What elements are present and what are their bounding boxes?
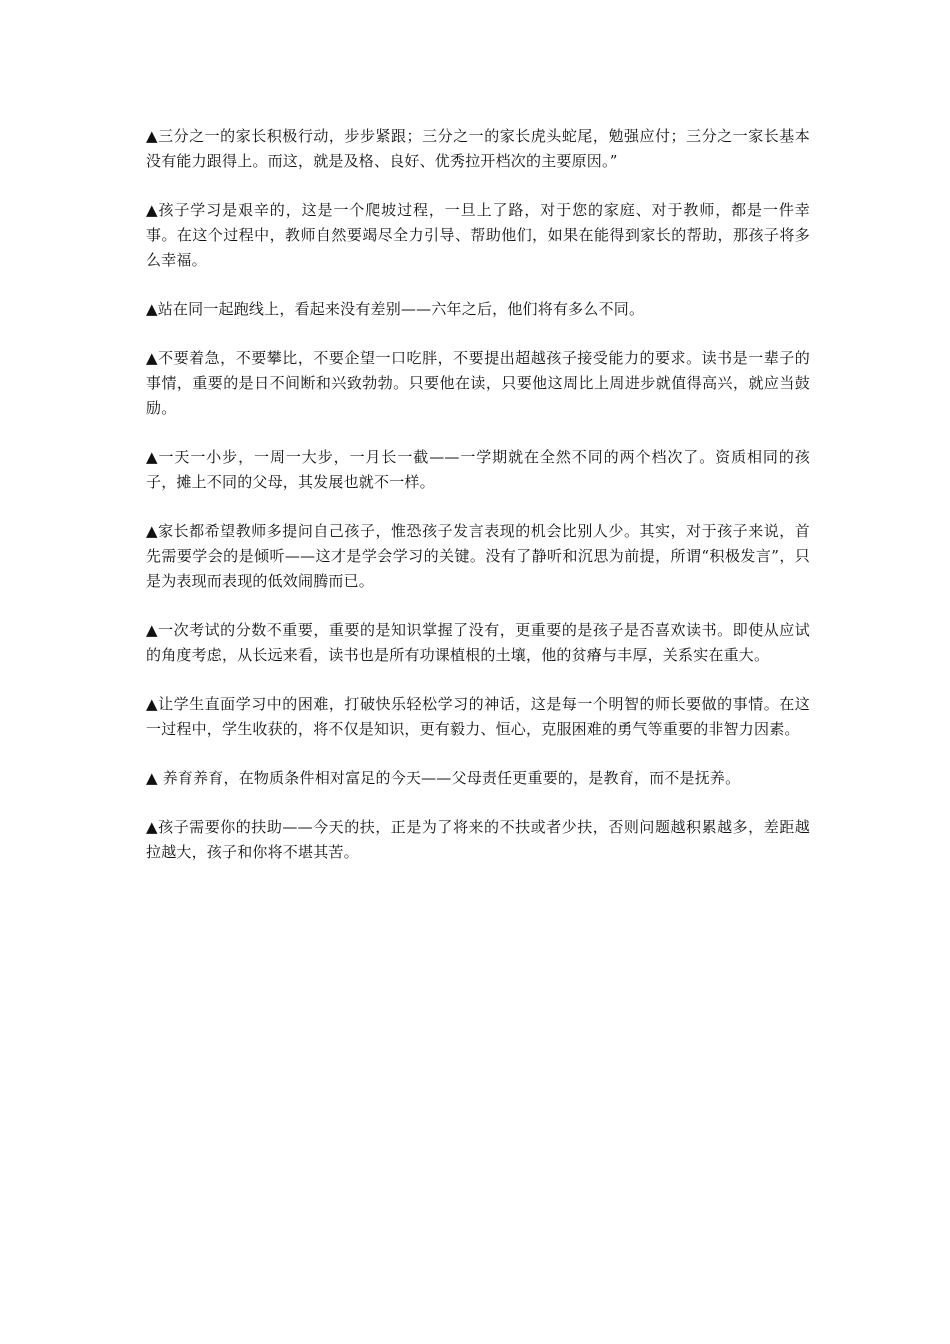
paragraph-7: ▲一次考试的分数不重要，重要的是知识掌握了没有，更重要的是孩子是否喜欢读书。即使从应试的角度考虑，从长远来看，读书也是所有功课植根的土壤，他的贫瘠与丰厚，关系实在重大。 [146,621,810,664]
paragraph-5: ▲一天一小步，一周一大步，一月长一截——一学期就在全然不同的两个档次了。资质相同的孩子，摊上不同的父母，其发展也就不一样。 [146,448,810,491]
paragraph-8: ▲让学生直面学习中的困难，打破快乐轻松学习的神话，这是每一个明智的师长要做的事情。在这一过程中，学生收获的，将不仅是知识，更有毅力、恒心，克服困难的勇气等重要的非智力因素。 [146,695,810,738]
paragraph-9: ▲ 养育养育，在物质条件相对富足的今天——父母责任更重要的，是教育，而不是抚养。 [146,769,741,787]
paragraph-6: ▲家长都希望教师多提问自己孩子，惟恐孩子发言表现的机会比别人少。其实，对于孩子来说，首先需要学会的是倾听——这才是学会学习的关键。没有了静听和沉思为前提，所谓“积极发言”，只是为表现而表现的低效闹腾而已。 [146,522,810,590]
paragraph-10: ▲孩子需要你的扶助——今天的扶，正是为了将来的不扶或者少扶，否则问题越积累越多，差距越拉越大，孩子和你将不堪其苦。 [146,818,810,861]
paragraph-1: ▲三分之一的家长积极行动，步步紧跟；三分之一的家长虎头蛇尾，勉强应付；三分之一家长基本没有能力跟得上。而这，就是及格、良好、优秀拉开档次的主要原因。” [146,127,810,170]
paragraph-4: ▲不要着急，不要攀比，不要企望一口吃胖，不要提出超越孩子接受能力的要求。读书是一辈子的事情，重要的是日不间断和兴致勃勃。只要他在读，只要他这周比上周进步就值得高兴，就应当鼓励。 [146,349,810,417]
paragraph-3: ▲站在同一起跑线上，看起来没有差别——六年之后，他们将有多么不同。 [146,300,645,318]
paragraph-2: ▲孩子学习是艰辛的，这是一个爬坡过程，一旦上了路，对于您的家庭、对于教师，都是一件幸事。在这个过程中，教师自然要竭尽全力引导、帮助他们，如果在能得到家长的帮助，那孩子将多么幸福。 [146,201,810,269]
document-body [146,124,810,889]
